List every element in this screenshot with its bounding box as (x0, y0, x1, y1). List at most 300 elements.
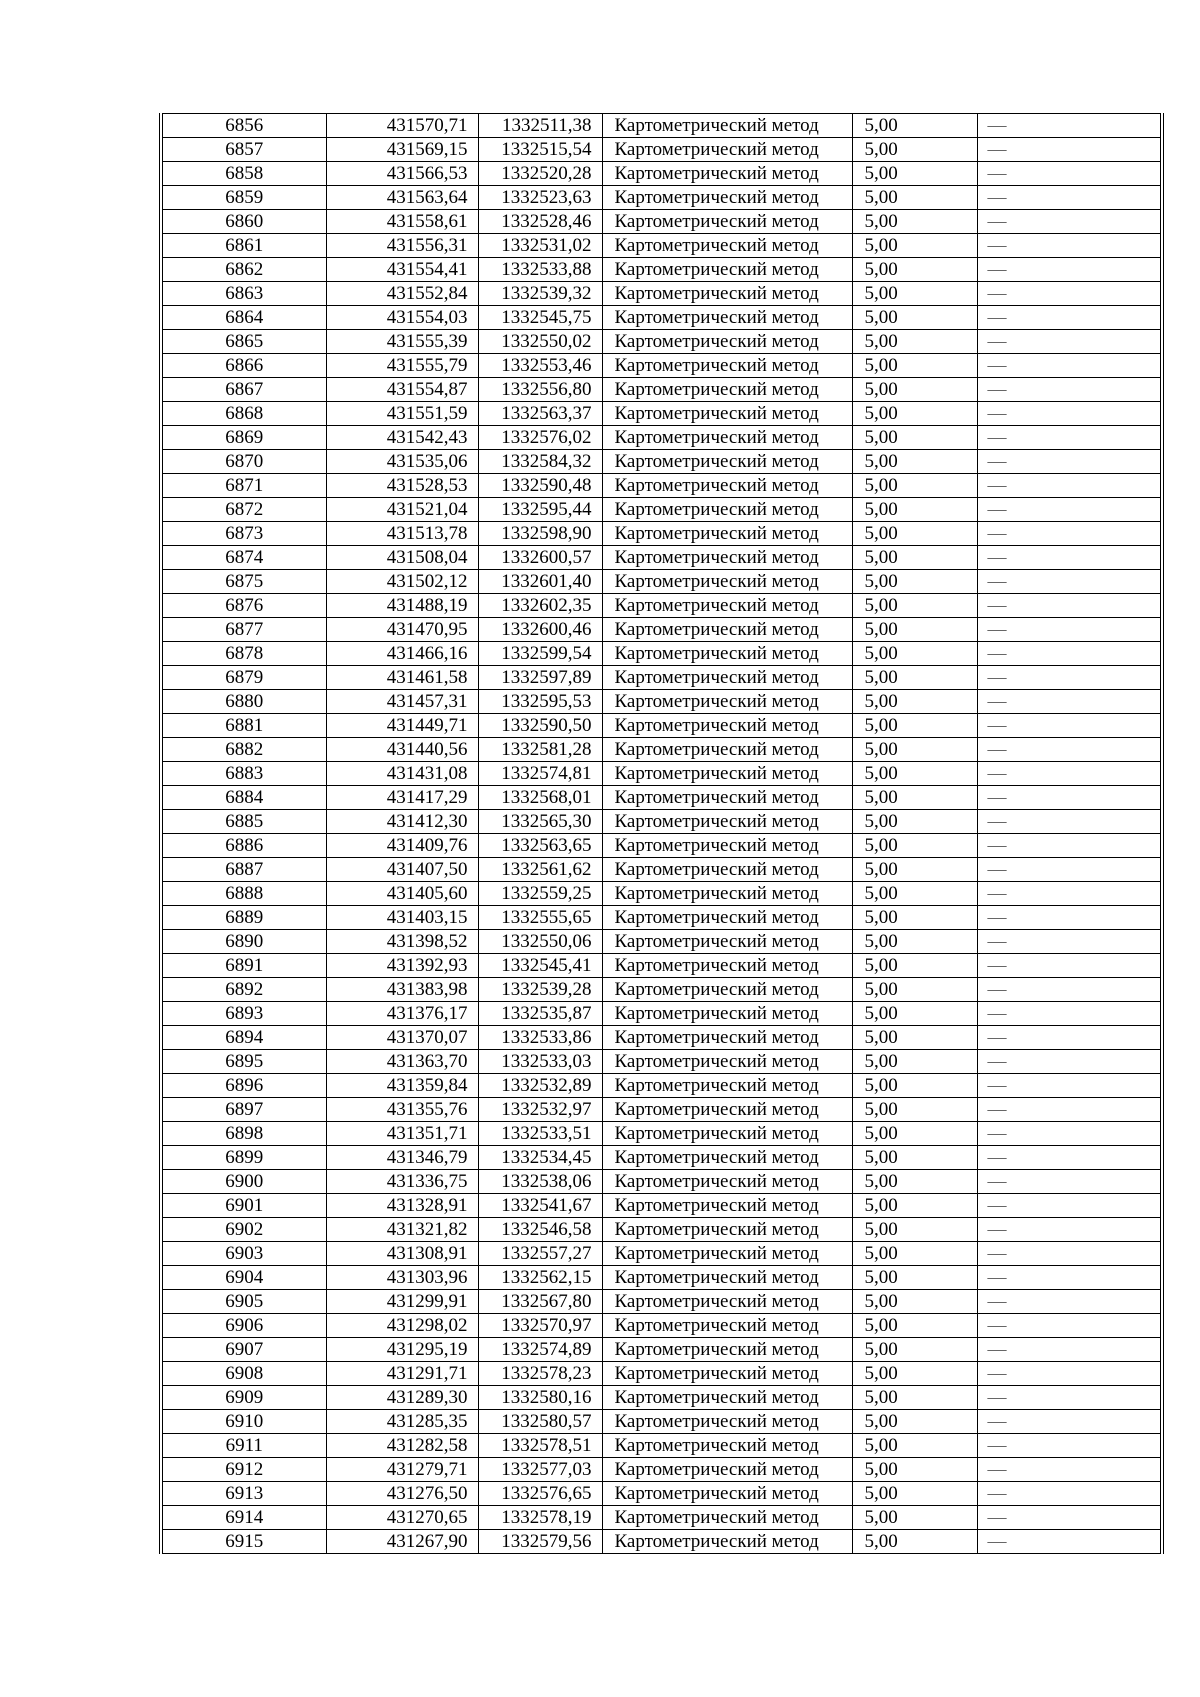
method-cell: Картометрический метод (602, 1434, 852, 1458)
dash-mark: — (987, 1411, 1007, 1432)
note-cell (977, 1098, 1160, 1122)
coordinate-x-cell: 431552,84 (326, 282, 478, 306)
dash-mark: — (987, 379, 1007, 400)
coordinate-x-cell: 431403,15 (326, 906, 478, 930)
note-cell (977, 1386, 1160, 1410)
point-number-cell: 6857 (163, 138, 326, 162)
coordinate-y-cell: 1332533,51 (478, 1122, 602, 1146)
accuracy-cell: 5,00 (852, 1122, 977, 1146)
coordinate-x-cell: 431466,16 (326, 642, 478, 666)
point-number-cell: 6911 (163, 1434, 326, 1458)
coordinate-y-cell: 1332555,65 (478, 906, 602, 930)
dash-mark: — (987, 787, 1007, 808)
note-cell (977, 330, 1160, 354)
note-cell (977, 522, 1160, 546)
method-cell: Картометрический метод (602, 1362, 852, 1386)
accuracy-cell: 5,00 (852, 834, 977, 858)
accuracy-cell: 5,00 (852, 282, 977, 306)
dash-mark: — (987, 1459, 1007, 1480)
point-number-cell: 6862 (163, 258, 326, 282)
coordinate-y-cell: 1332553,46 (478, 354, 602, 378)
coordinate-x-cell: 431461,58 (326, 666, 478, 690)
coordinate-y-cell: 1332538,06 (478, 1170, 602, 1194)
dash-mark: — (987, 1363, 1007, 1384)
table-row (163, 858, 1160, 882)
coordinate-y-cell: 1332577,03 (478, 1458, 602, 1482)
table-row (163, 402, 1160, 426)
table-row (163, 1458, 1160, 1482)
note-cell (977, 882, 1160, 906)
note-cell (977, 690, 1160, 714)
table-row (163, 450, 1160, 474)
point-number-cell: 6886 (163, 834, 326, 858)
coordinate-y-cell: 1332601,40 (478, 570, 602, 594)
table-row (163, 138, 1160, 162)
point-number-cell: 6858 (163, 162, 326, 186)
method-cell: Картометрический метод (602, 570, 852, 594)
table-row (163, 1338, 1160, 1362)
coordinate-y-cell: 1332563,37 (478, 402, 602, 426)
coordinate-y-cell: 1332539,32 (478, 282, 602, 306)
note-cell (977, 426, 1160, 450)
dash-mark: — (987, 427, 1007, 448)
method-cell: Картометрический метод (602, 1122, 852, 1146)
method-cell: Картометрический метод (602, 1338, 852, 1362)
table-row (163, 1122, 1160, 1146)
dash-mark: — (987, 667, 1007, 688)
coordinate-y-cell: 1332578,19 (478, 1506, 602, 1530)
table-row (163, 1218, 1160, 1242)
dash-mark: — (987, 883, 1007, 904)
table-row (163, 378, 1160, 402)
method-cell: Картометрический метод (602, 1170, 852, 1194)
note-cell (977, 666, 1160, 690)
note-cell (977, 1458, 1160, 1482)
note-cell (977, 306, 1160, 330)
coordinate-x-cell: 431383,98 (326, 978, 478, 1002)
coordinate-y-cell: 1332531,02 (478, 234, 602, 258)
dash-mark: — (987, 1291, 1007, 1312)
coordinate-x-cell: 431363,70 (326, 1050, 478, 1074)
coordinate-x-cell: 431359,84 (326, 1074, 478, 1098)
table-row (163, 1362, 1160, 1386)
coordinate-y-cell: 1332581,28 (478, 738, 602, 762)
note-cell (977, 1338, 1160, 1362)
coordinate-x-cell: 431308,91 (326, 1242, 478, 1266)
note-cell (977, 378, 1160, 402)
dash-mark: — (987, 1483, 1007, 1504)
table-row (163, 594, 1160, 618)
coordinate-x-cell: 431417,29 (326, 786, 478, 810)
point-number-cell: 6895 (163, 1050, 326, 1074)
dash-mark: — (987, 475, 1007, 496)
accuracy-cell: 5,00 (852, 810, 977, 834)
note-cell (977, 570, 1160, 594)
accuracy-cell: 5,00 (852, 546, 977, 570)
accuracy-cell: 5,00 (852, 498, 977, 522)
table-row (163, 1482, 1160, 1506)
table-row (163, 1410, 1160, 1434)
accuracy-cell: 5,00 (852, 906, 977, 930)
table-row (163, 882, 1160, 906)
dash-mark: — (987, 931, 1007, 952)
point-number-cell: 6892 (163, 978, 326, 1002)
point-number-cell: 6904 (163, 1266, 326, 1290)
note-cell (977, 1170, 1160, 1194)
note-cell (977, 162, 1160, 186)
coordinate-x-cell: 431555,39 (326, 330, 478, 354)
coordinate-x-cell: 431279,71 (326, 1458, 478, 1482)
method-cell: Картометрический метод (602, 330, 852, 354)
point-number-cell: 6887 (163, 858, 326, 882)
coordinate-y-cell: 1332528,46 (478, 210, 602, 234)
point-number-cell: 6893 (163, 1002, 326, 1026)
point-number-cell: 6877 (163, 618, 326, 642)
method-cell: Картометрический метод (602, 282, 852, 306)
point-number-cell: 6864 (163, 306, 326, 330)
point-number-cell: 6880 (163, 690, 326, 714)
dash-mark: — (987, 1507, 1007, 1528)
table-row (163, 426, 1160, 450)
note-cell (977, 186, 1160, 210)
table-row (163, 714, 1160, 738)
coordinate-x-cell: 431556,31 (326, 234, 478, 258)
coordinate-y-cell: 1332598,90 (478, 522, 602, 546)
coordinate-x-cell: 431392,93 (326, 954, 478, 978)
method-cell: Картометрический метод (602, 1410, 852, 1434)
method-cell: Картометрический метод (602, 546, 852, 570)
point-number-cell: 6889 (163, 906, 326, 930)
coordinate-x-cell: 431270,65 (326, 1506, 478, 1530)
table-row (163, 978, 1160, 1002)
dash-mark: — (987, 907, 1007, 928)
accuracy-cell: 5,00 (852, 1170, 977, 1194)
dash-mark: — (987, 283, 1007, 304)
accuracy-cell: 5,00 (852, 1482, 977, 1506)
table-row (163, 498, 1160, 522)
dash-mark: — (987, 1195, 1007, 1216)
coordinate-x-cell: 431440,56 (326, 738, 478, 762)
point-number-cell: 6882 (163, 738, 326, 762)
accuracy-cell: 5,00 (852, 450, 977, 474)
coordinate-x-cell: 431513,78 (326, 522, 478, 546)
dash-mark: — (987, 259, 1007, 280)
dash-mark: — (987, 715, 1007, 736)
coordinate-x-cell: 431528,53 (326, 474, 478, 498)
accuracy-cell: 5,00 (852, 186, 977, 210)
coordinate-y-cell: 1332565,30 (478, 810, 602, 834)
coordinate-y-cell: 1332595,44 (478, 498, 602, 522)
table-row (163, 1002, 1160, 1026)
accuracy-cell: 5,00 (852, 954, 977, 978)
note-cell (977, 498, 1160, 522)
coordinate-x-cell: 431409,76 (326, 834, 478, 858)
coordinate-y-cell: 1332545,41 (478, 954, 602, 978)
table-row (163, 1050, 1160, 1074)
table-row (163, 954, 1160, 978)
coordinate-y-cell: 1332532,97 (478, 1098, 602, 1122)
note-cell (977, 210, 1160, 234)
accuracy-cell: 5,00 (852, 426, 977, 450)
coordinate-y-cell: 1332578,23 (478, 1362, 602, 1386)
coordinate-y-cell: 1332550,02 (478, 330, 602, 354)
method-cell: Картометрический метод (602, 138, 852, 162)
note-cell (977, 1362, 1160, 1386)
note-cell (977, 1506, 1160, 1530)
accuracy-cell: 5,00 (852, 1530, 977, 1554)
dash-mark: — (987, 571, 1007, 592)
table-row (163, 618, 1160, 642)
note-cell (977, 450, 1160, 474)
method-cell: Картометрический метод (602, 954, 852, 978)
note-cell (977, 786, 1160, 810)
method-cell: Картометрический метод (602, 1266, 852, 1290)
coordinate-y-cell: 1332570,97 (478, 1314, 602, 1338)
accuracy-cell: 5,00 (852, 930, 977, 954)
dash-mark: — (987, 763, 1007, 784)
note-cell (977, 1410, 1160, 1434)
coordinate-y-cell: 1332520,28 (478, 162, 602, 186)
accuracy-cell: 5,00 (852, 1386, 977, 1410)
method-cell: Картометрический метод (602, 594, 852, 618)
method-cell: Картометрический метод (602, 306, 852, 330)
method-cell: Картометрический метод (602, 834, 852, 858)
table-row (163, 234, 1160, 258)
point-number-cell: 6869 (163, 426, 326, 450)
dash-mark: — (987, 163, 1007, 184)
accuracy-cell: 5,00 (852, 354, 977, 378)
note-cell (977, 546, 1160, 570)
accuracy-cell: 5,00 (852, 210, 977, 234)
accuracy-cell: 5,00 (852, 1290, 977, 1314)
point-number-cell: 6908 (163, 1362, 326, 1386)
note-cell (977, 1194, 1160, 1218)
method-cell: Картометрический метод (602, 1314, 852, 1338)
dash-mark: — (987, 187, 1007, 208)
note-cell (977, 594, 1160, 618)
method-cell: Картометрический метод (602, 162, 852, 186)
coordinate-x-cell: 431554,41 (326, 258, 478, 282)
note-cell (977, 402, 1160, 426)
coordinate-x-cell: 431563,64 (326, 186, 478, 210)
method-cell: Картометрический метод (602, 498, 852, 522)
coordinates-table (163, 113, 1160, 1554)
coordinate-y-cell: 1332597,89 (478, 666, 602, 690)
method-cell: Картометрический метод (602, 762, 852, 786)
point-number-cell: 6868 (163, 402, 326, 426)
accuracy-cell: 5,00 (852, 234, 977, 258)
coordinate-y-cell: 1332541,67 (478, 1194, 602, 1218)
method-cell: Картометрический метод (602, 1218, 852, 1242)
dash-mark: — (987, 139, 1007, 160)
coordinate-y-cell: 1332545,75 (478, 306, 602, 330)
dash-mark: — (987, 307, 1007, 328)
note-cell (977, 1218, 1160, 1242)
coordinate-y-cell: 1332563,65 (478, 834, 602, 858)
coordinate-x-cell: 431554,03 (326, 306, 478, 330)
accuracy-cell: 5,00 (852, 978, 977, 1002)
coordinate-y-cell: 1332574,81 (478, 762, 602, 786)
coordinate-y-cell: 1332576,02 (478, 426, 602, 450)
coordinate-x-cell: 431346,79 (326, 1146, 478, 1170)
coordinate-y-cell: 1332556,80 (478, 378, 602, 402)
method-cell: Картометрический метод (602, 1290, 852, 1314)
coordinate-x-cell: 431470,95 (326, 618, 478, 642)
accuracy-cell: 5,00 (852, 1026, 977, 1050)
accuracy-cell: 5,00 (852, 1410, 977, 1434)
table-row (163, 906, 1160, 930)
point-number-cell: 6899 (163, 1146, 326, 1170)
dash-mark: — (987, 619, 1007, 640)
accuracy-cell: 5,00 (852, 1506, 977, 1530)
accuracy-cell: 5,00 (852, 1194, 977, 1218)
note-cell (977, 474, 1160, 498)
dash-mark: — (987, 1075, 1007, 1096)
table-row (163, 762, 1160, 786)
table-row (163, 810, 1160, 834)
method-cell: Картометрический метод (602, 978, 852, 1002)
dash-mark: — (987, 523, 1007, 544)
point-number-cell: 6872 (163, 498, 326, 522)
coordinate-x-cell: 431555,79 (326, 354, 478, 378)
dash-mark: — (987, 1147, 1007, 1168)
note-cell (977, 1242, 1160, 1266)
accuracy-cell: 5,00 (852, 1434, 977, 1458)
coordinate-x-cell: 431276,50 (326, 1482, 478, 1506)
dash-mark: — (987, 1219, 1007, 1240)
point-number-cell: 6891 (163, 954, 326, 978)
method-cell: Картометрический метод (602, 1074, 852, 1098)
coordinate-y-cell: 1332561,62 (478, 858, 602, 882)
dash-mark: — (987, 499, 1007, 520)
accuracy-cell: 5,00 (852, 1362, 977, 1386)
coordinate-y-cell: 1332578,51 (478, 1434, 602, 1458)
table-row (163, 1242, 1160, 1266)
accuracy-cell: 5,00 (852, 114, 977, 138)
point-number-cell: 6906 (163, 1314, 326, 1338)
dash-mark: — (987, 1171, 1007, 1192)
dash-mark: — (987, 1123, 1007, 1144)
dash-mark: — (987, 691, 1007, 712)
dash-mark: — (987, 643, 1007, 664)
coordinate-y-cell: 1332567,80 (478, 1290, 602, 1314)
dash-mark: — (987, 979, 1007, 1000)
method-cell: Картометрический метод (602, 1098, 852, 1122)
method-cell: Картометрический метод (602, 714, 852, 738)
coordinate-x-cell: 431502,12 (326, 570, 478, 594)
coordinate-x-cell: 431303,96 (326, 1266, 478, 1290)
point-number-cell: 6896 (163, 1074, 326, 1098)
dash-mark: — (987, 1051, 1007, 1072)
coordinate-y-cell: 1332534,45 (478, 1146, 602, 1170)
point-number-cell: 6867 (163, 378, 326, 402)
table-row (163, 930, 1160, 954)
dash-mark: — (987, 955, 1007, 976)
coordinate-y-cell: 1332515,54 (478, 138, 602, 162)
accuracy-cell: 5,00 (852, 666, 977, 690)
note-cell (977, 834, 1160, 858)
accuracy-cell: 5,00 (852, 1074, 977, 1098)
coordinate-x-cell: 431521,04 (326, 498, 478, 522)
method-cell: Картометрический метод (602, 1146, 852, 1170)
coordinate-y-cell: 1332590,50 (478, 714, 602, 738)
table-row (163, 1290, 1160, 1314)
accuracy-cell: 5,00 (852, 858, 977, 882)
table-row (163, 738, 1160, 762)
coordinate-x-cell: 431355,76 (326, 1098, 478, 1122)
point-number-cell: 6914 (163, 1506, 326, 1530)
note-cell (977, 762, 1160, 786)
dash-mark: — (987, 1099, 1007, 1120)
coordinate-x-cell: 431570,71 (326, 114, 478, 138)
table-row (163, 1098, 1160, 1122)
dash-mark: — (987, 1339, 1007, 1360)
table-row (163, 1170, 1160, 1194)
method-cell: Картометрический метод (602, 522, 852, 546)
accuracy-cell: 5,00 (852, 1242, 977, 1266)
table-row (163, 786, 1160, 810)
coordinate-x-cell: 431398,52 (326, 930, 478, 954)
point-number-cell: 6900 (163, 1170, 326, 1194)
dash-mark: — (987, 403, 1007, 424)
coordinate-x-cell: 431412,30 (326, 810, 478, 834)
note-cell (977, 1434, 1160, 1458)
point-number-cell: 6866 (163, 354, 326, 378)
note-cell (977, 282, 1160, 306)
method-cell: Картометрический метод (602, 210, 852, 234)
accuracy-cell: 5,00 (852, 882, 977, 906)
coordinate-y-cell: 1332595,53 (478, 690, 602, 714)
method-cell: Картометрический метод (602, 1482, 852, 1506)
accuracy-cell: 5,00 (852, 162, 977, 186)
point-number-cell: 6898 (163, 1122, 326, 1146)
point-number-cell: 6879 (163, 666, 326, 690)
method-cell: Картометрический метод (602, 378, 852, 402)
coordinate-x-cell: 431282,58 (326, 1434, 478, 1458)
coordinate-x-cell: 431285,35 (326, 1410, 478, 1434)
dash-mark: — (987, 811, 1007, 832)
accuracy-cell: 5,00 (852, 1050, 977, 1074)
table-row (163, 474, 1160, 498)
point-number-cell: 6888 (163, 882, 326, 906)
table-row (163, 330, 1160, 354)
note-cell (977, 618, 1160, 642)
method-cell: Картометрический метод (602, 810, 852, 834)
method-cell: Картометрический метод (602, 666, 852, 690)
dash-mark: — (987, 1531, 1007, 1552)
coordinate-x-cell: 431551,59 (326, 402, 478, 426)
accuracy-cell: 5,00 (852, 1098, 977, 1122)
coordinate-y-cell: 1332533,88 (478, 258, 602, 282)
table-row (163, 282, 1160, 306)
table-row (163, 258, 1160, 282)
point-number-cell: 6905 (163, 1290, 326, 1314)
dash-mark: — (987, 739, 1007, 760)
coordinate-x-cell: 431457,31 (326, 690, 478, 714)
table-row (163, 114, 1160, 138)
coordinate-x-cell: 431535,06 (326, 450, 478, 474)
coordinate-x-cell: 431321,82 (326, 1218, 478, 1242)
table-row (163, 834, 1160, 858)
accuracy-cell: 5,00 (852, 1314, 977, 1338)
coordinates-table-body (163, 114, 1160, 1554)
method-cell: Картометрический метод (602, 882, 852, 906)
point-number-cell: 6897 (163, 1098, 326, 1122)
table-row (163, 1434, 1160, 1458)
coordinate-x-cell: 431336,75 (326, 1170, 478, 1194)
coordinate-y-cell: 1332576,65 (478, 1482, 602, 1506)
point-number-cell: 6903 (163, 1242, 326, 1266)
